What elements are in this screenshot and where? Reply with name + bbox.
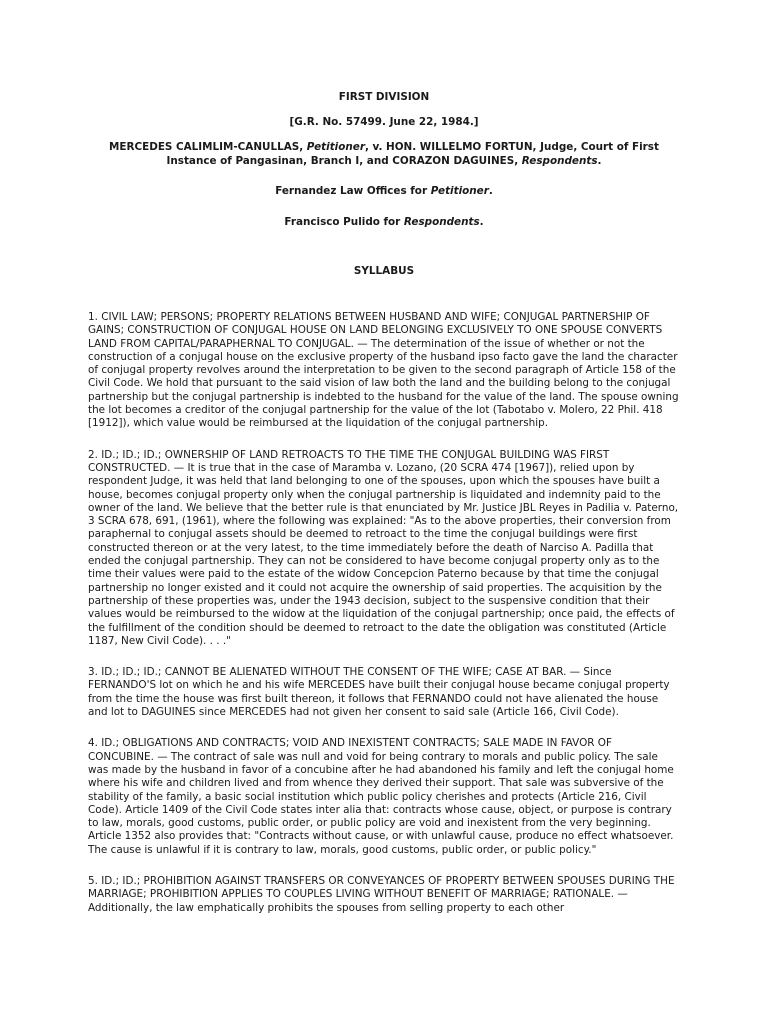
parties-end: . (597, 155, 602, 167)
parties-connector: , v. HON. WILLELMO FORTUN, Judge, Court of First Instance of Pangasinan, Branch I, and CORAZON DAGUINES, (166, 141, 659, 167)
syllabus-paragraph-2: 2. ID.; ID.; ID.; OWNERSHIP OF LAND RETROACTS TO THE TIME THE CONJUGAL BUILDING WAS FIRST CONSTRUCTED. — It is true that in the case of Maramba v. Lozano, (20 SCRA 474 [1967]), relied upon by respondent Judge, it was held that land belonging to one of the spouses, upon which the spouses have built a house, becomes conjugal property only when the conjugal partnership is liquidated and indemnity paid to the owner of the land. We believe that the better rule is that enunciated by Mr. Justice JBL Reyes in Padilia v. Paterno, 3 SCRA 678, 691, (1961), where the following was explained: "As to the above properties, their conversion from paraphernal to conjugal assets should be deemed to retroact to the time the conjugal buildings were first constructed thereon or at the very latest, to the time immediately before the death of Narciso A. Padilla that ended the conjugal partnership. They can not be considered to have become conjugal property only as to the time their values were paid to the estate of the widow Concepcion Paterno because by that time the conjugal partnership no longer existed and it could not acquire the ownership of said properties. The acquisition by the partnership of these properties was, under the 1943 decision, subject to the suspensive condition that their values would be reimbursed to the widow at the liquidation of the conjugal partnership; once paid, the effects of the fulfillment of the condition should be deemed to retroact to the date the obligation was constituted (Article 1187, New Civil Code). . . ." (88, 448, 679, 647)
syllabus-paragraph-1: 1. CIVIL LAW; PERSONS; PROPERTY RELATIONS BETWEEN HUSBAND AND WIFE; CONJUGAL PARTNERSHIP OF GAINS; CONSTRUCTION OF CONJUGAL HOUSE ON LAND BELONGING EXCLUSIVELY TO ONE SPOUSE CONVERTS LAND FROM CAPITAL/PARAPHERNAL TO CONJUGAL. — The determination of the issue of whether or not the construction of a conjugal house on the exclusive property of the husband ipso facto gave the land the character of conjugal property revolves around the interpretation to be given to the second paragraph of Article 158 of the Civil Code. We hold that pursuant to the said vision of law both the land and the building belong to the conjugal partnership but the conjugal partnership is indebted to the husband for the value of the land. The spouse owning the lot becomes a creditor of the conjugal partnership for the value of the lot (Tabotabo v. Molero, 22 Phil. 418 [1912]), which value would be reimbursed at the liquidation of the conjugal partnership. (88, 311, 679, 430)
syllabus-heading: SYLLABUS (353, 265, 415, 277)
syllabus-paragraph-4: 4. ID.; OBLIGATIONS AND CONTRACTS; VOID AND INEXISTENT CONTRACTS; SALE MADE IN FAVOR OF CONCUBINE. — The contract of sale was null and void for being contrary to morals and public policy. The sale was made by the husband in favor of a concubine after he had abandoned his family and left the conjugal home where his wife and children lived and from whence they derived their support. That sale was subversive of the stability of the family, a basic social institution which public policy cherishes and protects (Article 216, Civil Code). Article 1409 of the Civil Code states inter alia that: contracts whose cause, object, or purpose is contrary to law, morals, good customs, public order, or public policy are void and inexistent from the very beginning. Article 1352 also provides that: "Contracts without cause, or with unlawful cause, produce no effect whatsoever. The cause is unlawful if it is contrary to law, morals, good customs, public order, or public policy." (88, 737, 674, 856)
counsel-petitioner (88, 184, 680, 198)
counsel-petitioner-end: . (488, 185, 493, 197)
division-heading: FIRST DIVISION (338, 91, 430, 103)
counsel-respondent-end: . (479, 216, 484, 228)
counsel-petitioner-name: Fernandez Law Offices for (275, 185, 431, 197)
syllabus-paragraph-5: 5. ID.; ID.; PROHIBITION AGAINST TRANSFERS OR CONVEYANCES OF PROPERTY BETWEEN SPOUSES DURING THE MARRIAGE; PROHIBITION APPLIES TO COUPLES LIVING WITHOUT BENEFIT OF MARRIAGE; RATIONALE. — Additionally, the law emphatically prohibits the spouses from selling property to each other (88, 874, 675, 914)
counsel-respondent-name: Francisco Pulido for (284, 216, 404, 228)
counsel-petitioner-role: Petitioner (430, 185, 489, 197)
syllabus-paragraph-3: 3. ID.; ID.; ID.; CANNOT BE ALIENATED WITHOUT THE CONSENT OF THE WIFE; CASE AT BAR. — Since FERNANDO'S lot on which he and his wife MERCEDES have built their conjugal house became conjugal property from the time the house was first built thereon, it follows that FERNANDO could not have alienated the house and lot to DAGUINES since MERCEDES had not given her consent to said sale (Article 166, Civil Code). (88, 666, 670, 719)
counsel-respondent (88, 215, 680, 229)
document-page (88, 90, 680, 915)
petitioner-name: MERCEDES CALIMLIM-CANULLAS, (109, 141, 307, 153)
petitioner-role: Petitioner (306, 141, 365, 153)
case-number: [G.R. No. 57499. June 22, 1984.] (289, 116, 479, 128)
counsel-respondent-role: Respondents (403, 216, 480, 228)
case-parties (88, 140, 680, 168)
respondent-role: Respondents (521, 155, 598, 167)
